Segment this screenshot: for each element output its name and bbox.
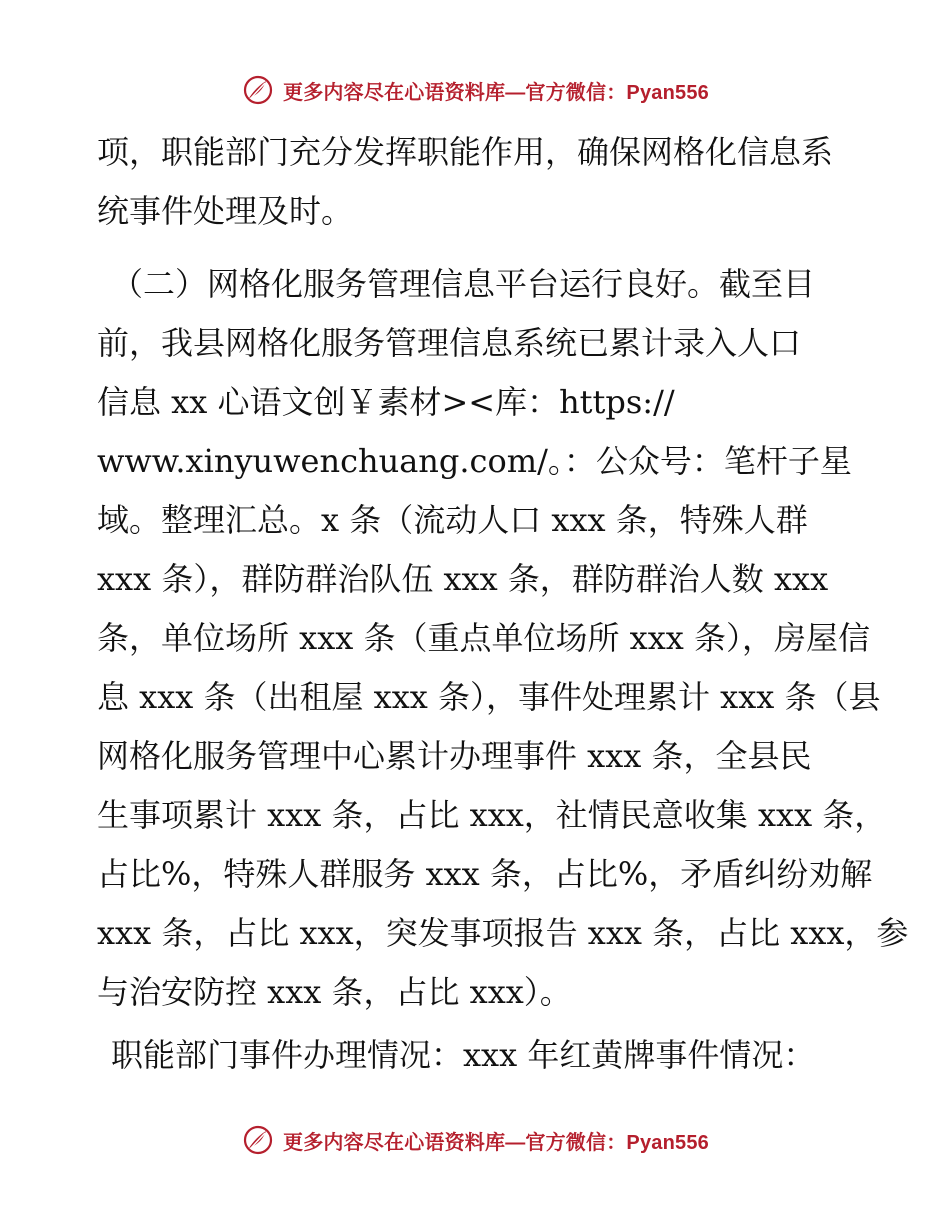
document-line: 息 xxx 条（出租屋 xxx 条），事件处理累计 xxx 条（县 (97, 678, 881, 716)
watermark-banner-top (0, 70, 950, 110)
document-line: 信息 xx 心语文创￥素材><库：https:// (97, 383, 675, 421)
watermark-text: 更多内容尽在心语资料库—官方微信：Pyan556 (283, 1131, 709, 1154)
document-line: 项，职能部门充分发挥职能作用，确保网格化信息系 (97, 133, 834, 171)
document-line: xxx 条），群防群治队伍 xxx 条，群防群治人数 xxx (97, 560, 829, 598)
watermark-banner-bottom (0, 1120, 950, 1160)
document-line: 占比%，特殊人群服务 xxx 条，占比%，矛盾纠纷劝解 (97, 855, 873, 893)
document-line: 网格化服务管理中心累计办理事件 xxx 条，全县民 (97, 737, 812, 775)
document-line: 与治安防控 xxx 条，占比 xxx）。 (97, 973, 572, 1011)
document-line: 职能部门事件办理情况：xxx 年红黄牌事件情况： (111, 1036, 816, 1074)
document-line: 统事件处理及时。 (97, 192, 354, 230)
document-line: 条，单位场所 xxx 条（重点单位场所 xxx 条），房屋信 (97, 619, 870, 657)
document-line: xxx 条，占比 xxx，突发事项报告 xxx 条，占比 xxx，参 (97, 914, 909, 952)
document-line: （二）网格化服务管理信息平台运行良好。截至目 (111, 265, 816, 303)
quill-pen-icon (241, 1123, 275, 1157)
document-line: 域。整理汇总。x 条（流动人口 xxx 条，特殊人群 (97, 501, 808, 539)
document-line: www.xinyuwenchuang.com/。：公众号：笔杆子星 (97, 442, 852, 480)
watermark-text: 更多内容尽在心语资料库—官方微信：Pyan556 (283, 81, 709, 104)
document-body (97, 123, 909, 1085)
document-line: 生事项累计 xxx 条，占比 xxx，社情民意收集 xxx 条， (97, 796, 887, 834)
quill-pen-icon (241, 73, 275, 107)
document-line: 前，我县网格化服务管理信息系统已累计录入人口 (97, 324, 802, 362)
